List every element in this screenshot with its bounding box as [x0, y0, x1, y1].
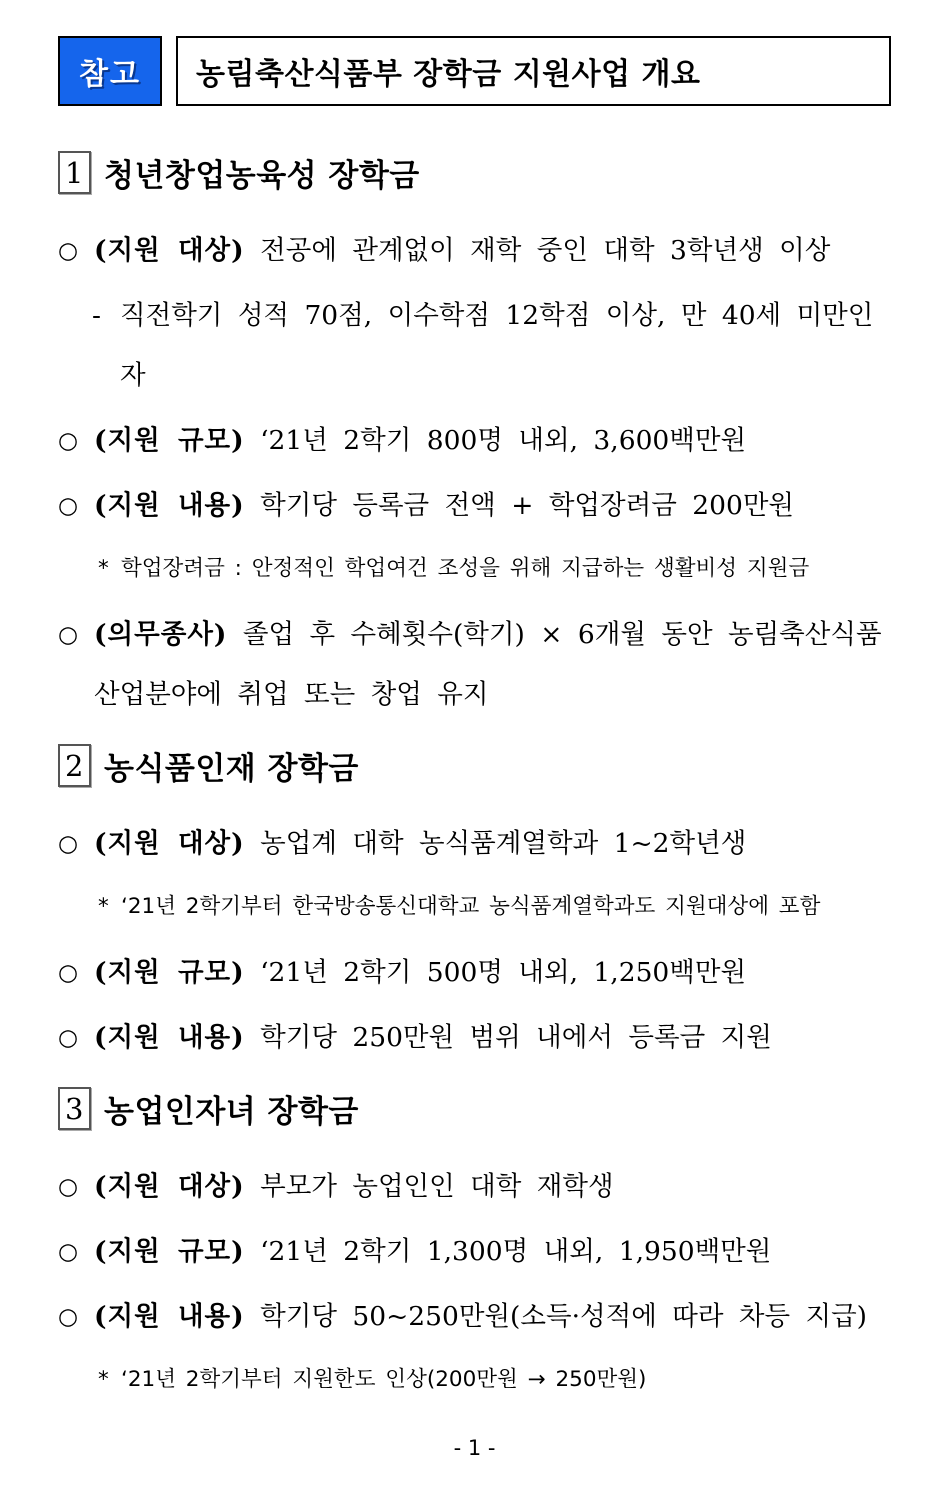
- item-label: (지원 내용): [94, 1301, 245, 1332]
- bullet-marker: ○: [58, 831, 79, 857]
- section-heading: [58, 150, 891, 195]
- item-label: (지원 대상): [94, 828, 245, 859]
- bullet-item: [58, 1287, 891, 1347]
- bullet-item: [58, 221, 891, 281]
- item-text: (지원 내용) 학기당 250만원 범위 내에서 등록금 지원: [94, 1022, 772, 1053]
- bullet-marker: ○: [58, 493, 79, 519]
- section-title-text: 농식품인재 장학금: [104, 751, 359, 787]
- item-text: ‘21년 2학기부터 한국방송통신대학교 농식품계열학과도 지원대상에 포함: [121, 894, 821, 919]
- section-heading: [58, 743, 891, 788]
- item-text: (지원 내용) 학기당 등록금 전액 + 학업장려금 200만원: [94, 490, 795, 521]
- bullet-item: [58, 814, 891, 874]
- item-text: (지원 대상) 전공에 관계없이 재학 중인 대학 3학년생 이상: [94, 235, 831, 266]
- section-1: [58, 150, 891, 725]
- item-text: ‘21년 2학기부터 지원한도 인상(200만원 → 250만원): [121, 1367, 647, 1392]
- bullet-marker: ○: [58, 622, 79, 648]
- item-label: (지원 규모): [94, 1236, 245, 1267]
- note-item: [58, 1352, 891, 1408]
- note-marker: *: [98, 894, 109, 919]
- item-label: (지원 내용): [94, 1022, 245, 1053]
- document-header: [58, 36, 891, 106]
- note-marker: *: [98, 556, 109, 581]
- bullet-item: [58, 1222, 891, 1282]
- item-label: (의무종사): [94, 619, 228, 650]
- bullet-item: [58, 1008, 891, 1068]
- bullet-item: [58, 1157, 891, 1217]
- page-number: - 1 -: [453, 1436, 496, 1460]
- dash-item: [58, 286, 891, 406]
- item-text: (의무종사) 졸업 후 수혜횟수(학기) × 6개월 동안 농림축산식품산업분야에 취업 또는 창업 유지: [94, 619, 882, 710]
- section-number-box: 1: [58, 151, 91, 194]
- section-3: [58, 1086, 891, 1408]
- section-heading: [58, 1086, 891, 1131]
- bullet-marker: ○: [58, 238, 79, 264]
- bullet-item: [58, 411, 891, 471]
- item-text: (지원 내용) 학기당 50~250만원(소득·성적에 따라 차등 지급): [94, 1301, 868, 1332]
- item-label: (지원 규모): [94, 425, 245, 456]
- item-label: (지원 내용): [94, 490, 245, 521]
- item-text: (지원 규모) ‘21년 2학기 500명 내외, 1,250백만원: [94, 957, 747, 988]
- section-2: [58, 743, 891, 1068]
- bullet-item: [58, 605, 891, 725]
- bullet-marker: ○: [58, 1174, 79, 1200]
- bullet-marker: ○: [58, 1304, 79, 1330]
- note-item: [58, 541, 891, 597]
- item-label: (지원 규모): [94, 957, 245, 988]
- bullet-marker: ○: [58, 1239, 79, 1265]
- item-text: (지원 대상) 부모가 농업인인 대학 재학생: [94, 1171, 614, 1202]
- item-text: (지원 규모) ‘21년 2학기 800명 내외, 3,600백만원: [94, 425, 747, 456]
- bullet-marker: ○: [58, 428, 79, 454]
- reference-badge: 참고: [58, 36, 162, 106]
- sections-container: [58, 132, 891, 1416]
- dash-marker: -: [92, 300, 101, 331]
- bullet-marker: ○: [58, 960, 79, 986]
- section-title-text: 청년창업농육성 장학금: [104, 158, 420, 194]
- bullet-marker: ○: [58, 1025, 79, 1051]
- section-title-text: 농업인자녀 장학금: [104, 1094, 359, 1130]
- document-title: 농림축산식품부 장학금 지원사업 개요: [176, 36, 891, 106]
- section-number-box: 3: [58, 1087, 91, 1130]
- item-label: (지원 대상): [94, 235, 245, 266]
- item-text: (지원 규모) ‘21년 2학기 1,300명 내외, 1,950백만원: [94, 1236, 772, 1267]
- bullet-item: [58, 943, 891, 1003]
- item-text: 학업장려금 : 안정적인 학업여건 조성을 위해 지급하는 생활비성 지원금: [121, 556, 810, 581]
- bullet-item: [58, 476, 891, 536]
- item-text: (지원 대상) 농업계 대학 농식품계열학과 1~2학년생: [94, 828, 747, 859]
- note-marker: *: [98, 1367, 109, 1392]
- item-text: 직전학기 성적 70점, 이수학점 12학점 이상, 만 40세 미만인 자: [120, 300, 874, 391]
- item-label: (지원 대상): [94, 1171, 245, 1202]
- section-number-box: 2: [58, 744, 91, 787]
- note-item: [58, 879, 891, 935]
